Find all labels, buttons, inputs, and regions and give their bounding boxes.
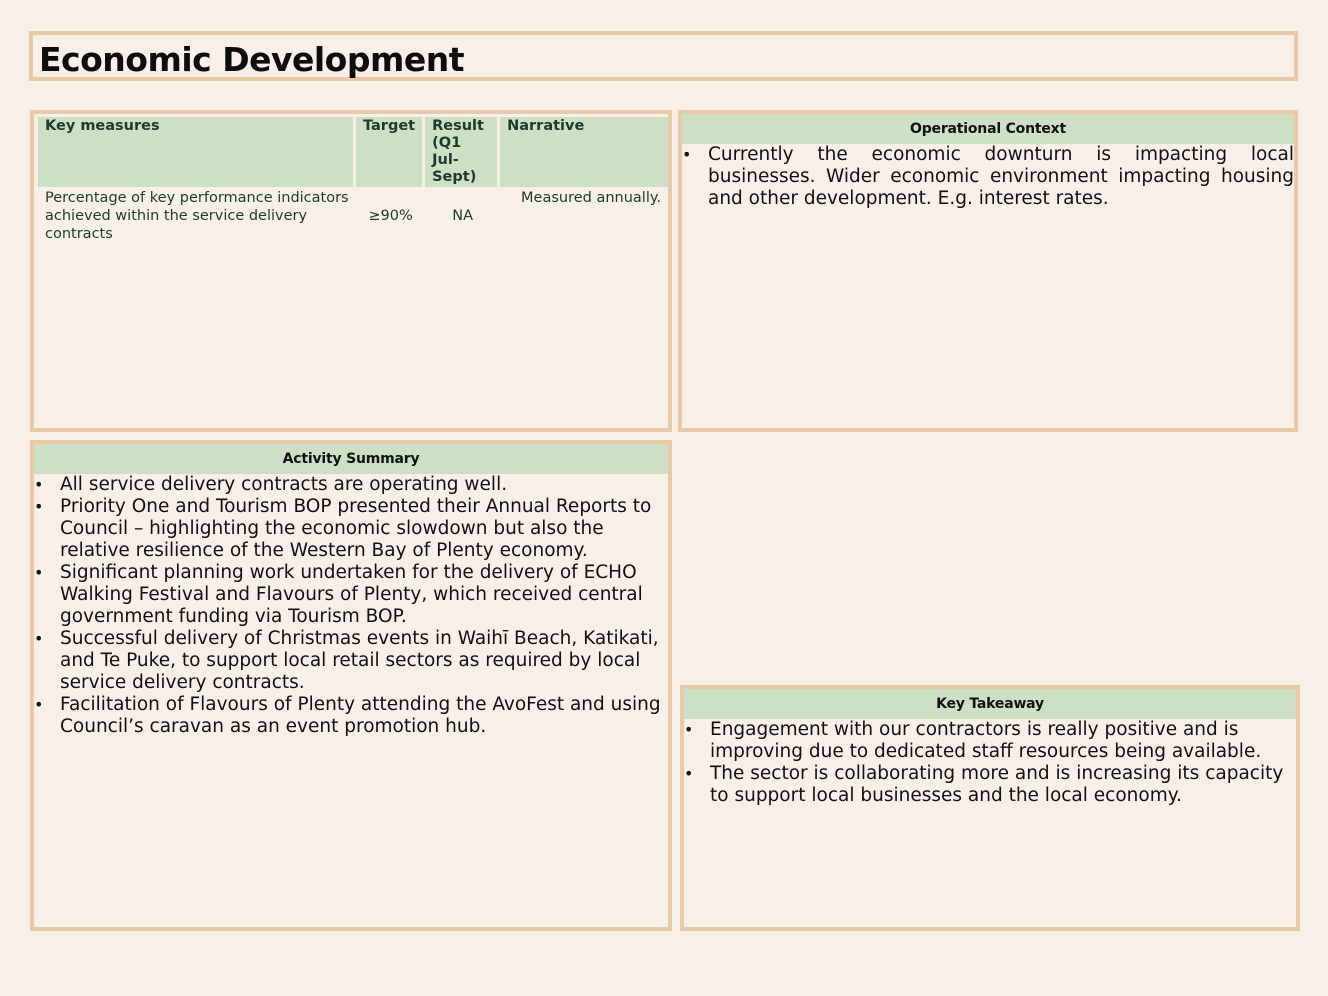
list-item: • Engagement with our contractors is really positive and is improving due to dedicated staff resources being available. bbox=[684, 719, 1296, 763]
activity-summary-list bbox=[34, 474, 668, 738]
operational-context-list bbox=[682, 144, 1294, 210]
list-item: • Significant planning work undertaken for the delivery of ECHO Walking Festival and Flavours of Plenty, which received central government funding via Tourism BOP. bbox=[34, 562, 668, 628]
header-result: Result (Q1 Jul-Sept) bbox=[425, 117, 500, 187]
list-item: • Facilitation of Flavours of Plenty attending the AvoFest and using Council’s caravan as an event promotion hub. bbox=[34, 694, 668, 738]
activity-summary-heading: Activity Summary bbox=[34, 444, 668, 474]
key-takeaway-panel bbox=[680, 685, 1300, 931]
table-header-row bbox=[38, 117, 668, 187]
activity-summary-panel bbox=[30, 440, 672, 931]
list-item: • All service delivery contracts are operating well. bbox=[34, 474, 668, 496]
header-target: Target bbox=[356, 117, 425, 187]
list-item: • Successful delivery of Christmas events in Waihī Beach, Katikati, and Te Puke, to support local retail sectors as required by local service delivery contracts. bbox=[34, 628, 668, 694]
table-row bbox=[38, 187, 668, 245]
cell-result: NA bbox=[452, 208, 473, 224]
header-key-measures: Key measures bbox=[38, 117, 356, 187]
cell-measure: Percentage of key performance indicators achieved within the service delivery contracts bbox=[45, 190, 349, 242]
key-takeaway-list bbox=[684, 719, 1296, 807]
header-narrative: Narrative bbox=[500, 117, 668, 187]
list-item: • Priority One and Tourism BOP presented their Annual Reports to Council – highlighting the economic slowdown but also the relative resilience of the Western Bay of Plenty economy. bbox=[34, 496, 668, 562]
operational-context-panel bbox=[678, 110, 1298, 432]
list-item: • Currently the economic downturn is impacting local businesses. Wider economic environment impacting housing and other development. E.g. interest rates. bbox=[682, 144, 1294, 210]
title-box bbox=[29, 31, 1298, 81]
list-item: • The sector is collaborating more and is increasing its capacity to support local businesses and the local economy. bbox=[684, 763, 1296, 807]
key-measures-panel bbox=[30, 110, 672, 432]
key-measures-table bbox=[38, 117, 668, 245]
cell-target: ≥90% bbox=[368, 208, 413, 224]
page-title: Economic Development bbox=[39, 40, 464, 79]
operational-context-heading: Operational Context bbox=[682, 114, 1294, 144]
cell-narrative: Measured annually. bbox=[521, 190, 661, 206]
key-takeaway-heading: Key Takeaway bbox=[684, 689, 1296, 719]
